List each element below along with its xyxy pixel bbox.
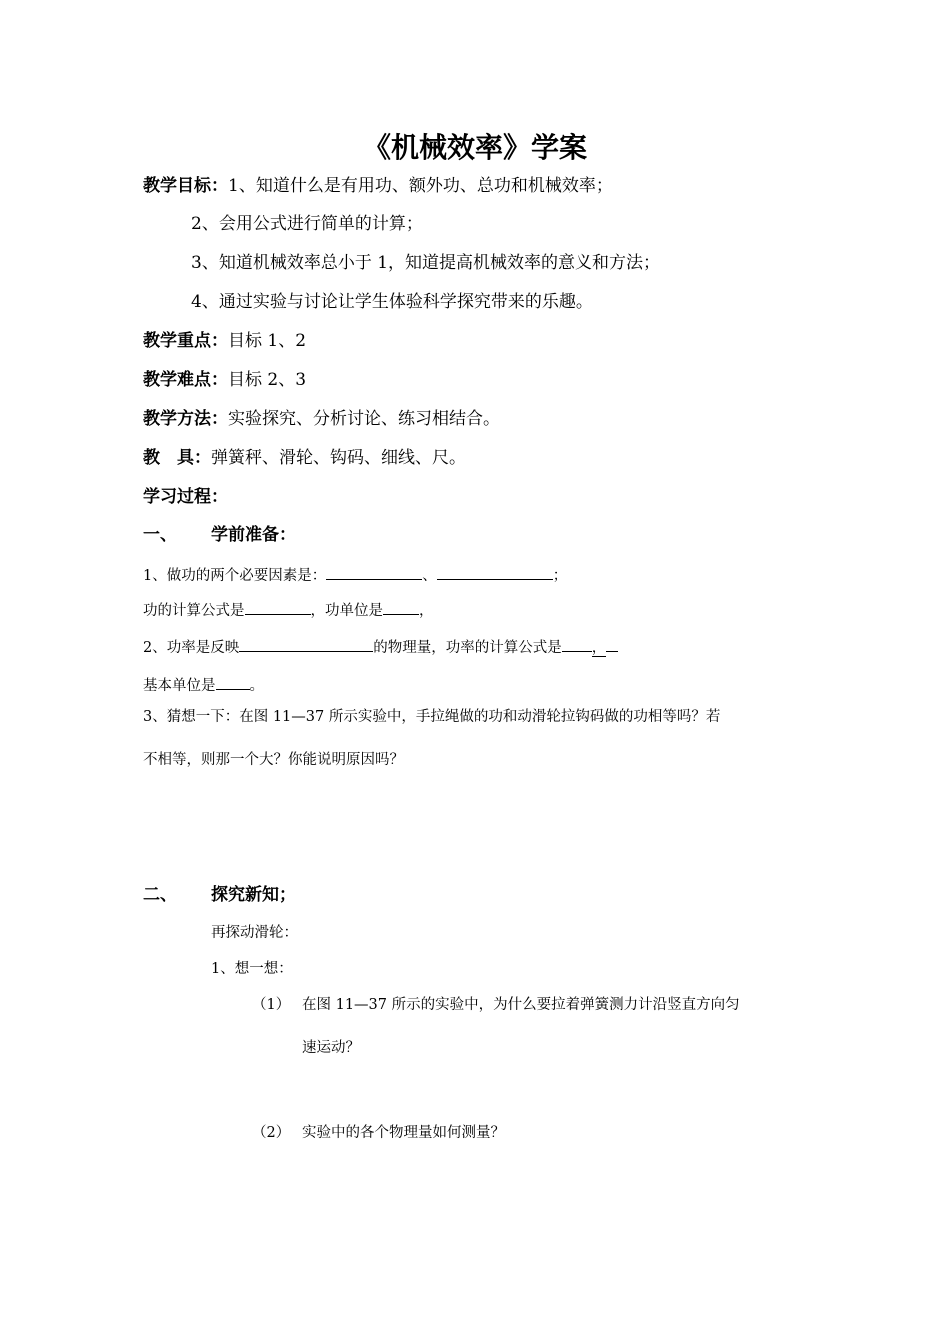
q2-text-b: 的物理量，功率的计算公式是 [373, 640, 562, 656]
q1-end: ； [552, 568, 568, 584]
section2-think: 1、想一想： [211, 961, 293, 977]
difficult-points-value: 目标 2、3 [228, 370, 307, 390]
question-1-line-1 [143, 565, 567, 584]
answer-blank[interactable] [239, 637, 373, 652]
objectives-line-1 [143, 178, 613, 195]
objective-3: 3、知道机械效率总小于 1，知道提高机械效率的意义和方法； [191, 253, 661, 273]
sub-question-1-line-2: 速运动？ [302, 1040, 360, 1056]
objective-2: 2、会用公式进行简单的计算； [191, 214, 423, 234]
sub-question-2-text: 实验中的各个物理量如何测量？ [302, 1125, 505, 1141]
answer-blank[interactable] [437, 565, 553, 580]
answer-blank[interactable] [326, 565, 422, 580]
objective-4: 4、通过实验与讨论让学生体验科学探究带来的乐趣。 [191, 292, 593, 312]
tools-value: 弹簧秤、滑轮、钩码、细线、尺。 [211, 448, 466, 468]
objective-1: 1、知道什么是有用功、额外功、总功和机械效率； [228, 176, 613, 196]
q1-text-c: ，功单位是 [310, 603, 383, 619]
question-3-line-2: 不相等，则那一个大？你能说明原因吗？ [143, 752, 404, 768]
section1-title: 学前准备： [211, 525, 296, 545]
key-points-value: 目标 1、2 [228, 331, 307, 351]
key-points-label: 教学重点： [143, 331, 228, 351]
sub-question-1-number: （1） [252, 997, 291, 1013]
q2-text-a: 2、功率是反映 [143, 640, 240, 656]
tools-label: 教 具： [143, 448, 211, 468]
q1-text-b: 功的计算公式是 [143, 603, 245, 619]
section2-intro: 再探动滑轮： [211, 925, 298, 941]
section2-number: 二、 [143, 885, 177, 905]
tools [143, 450, 466, 467]
answer-blank[interactable] [216, 675, 250, 690]
q1-text-d: ， [419, 603, 434, 619]
question-3-line-1: 3、猜想一下：在图 11—37 所示实验中，手拉绳做的功和动滑轮拉钩码做的功相等吗？若 [143, 709, 721, 725]
process-label: 学习过程： [143, 487, 228, 507]
key-points [143, 333, 306, 350]
difficult-points [143, 372, 306, 389]
page-title: 《机械效率》学案 [362, 131, 587, 164]
sub-question-2-number: （2） [252, 1125, 291, 1141]
q1-text-a: 1、做功的两个必要因素是： [143, 568, 327, 584]
question-2-line-2 [143, 675, 264, 694]
q1-separator: 、 [422, 568, 437, 584]
q2-text-c: ， [591, 640, 607, 656]
answer-blank[interactable] [245, 600, 311, 615]
objectives-label: 教学目标： [143, 176, 228, 196]
methods-label: 教学方法： [143, 409, 228, 429]
q2-text-d: 基本单位是 [143, 678, 216, 694]
section2-title: 探究新知； [211, 885, 296, 905]
answer-blank[interactable] [383, 600, 419, 615]
section1-number: 一、 [143, 525, 177, 545]
answer-blank[interactable] [562, 637, 592, 652]
sub-question-1-line-1: 在图 11—37 所示的实验中，为什么要拉着弹簧测力计沿竖直方向匀 [302, 997, 740, 1013]
question-2-line-1 [143, 637, 618, 656]
difficult-points-label: 教学难点： [143, 370, 228, 390]
q2-text-e: 。 [249, 678, 264, 694]
question-1-line-2 [143, 600, 434, 619]
methods [143, 411, 500, 428]
methods-value: 实验探究、分析讨论、练习相结合。 [228, 409, 500, 429]
answer-blank[interactable] [606, 637, 618, 652]
